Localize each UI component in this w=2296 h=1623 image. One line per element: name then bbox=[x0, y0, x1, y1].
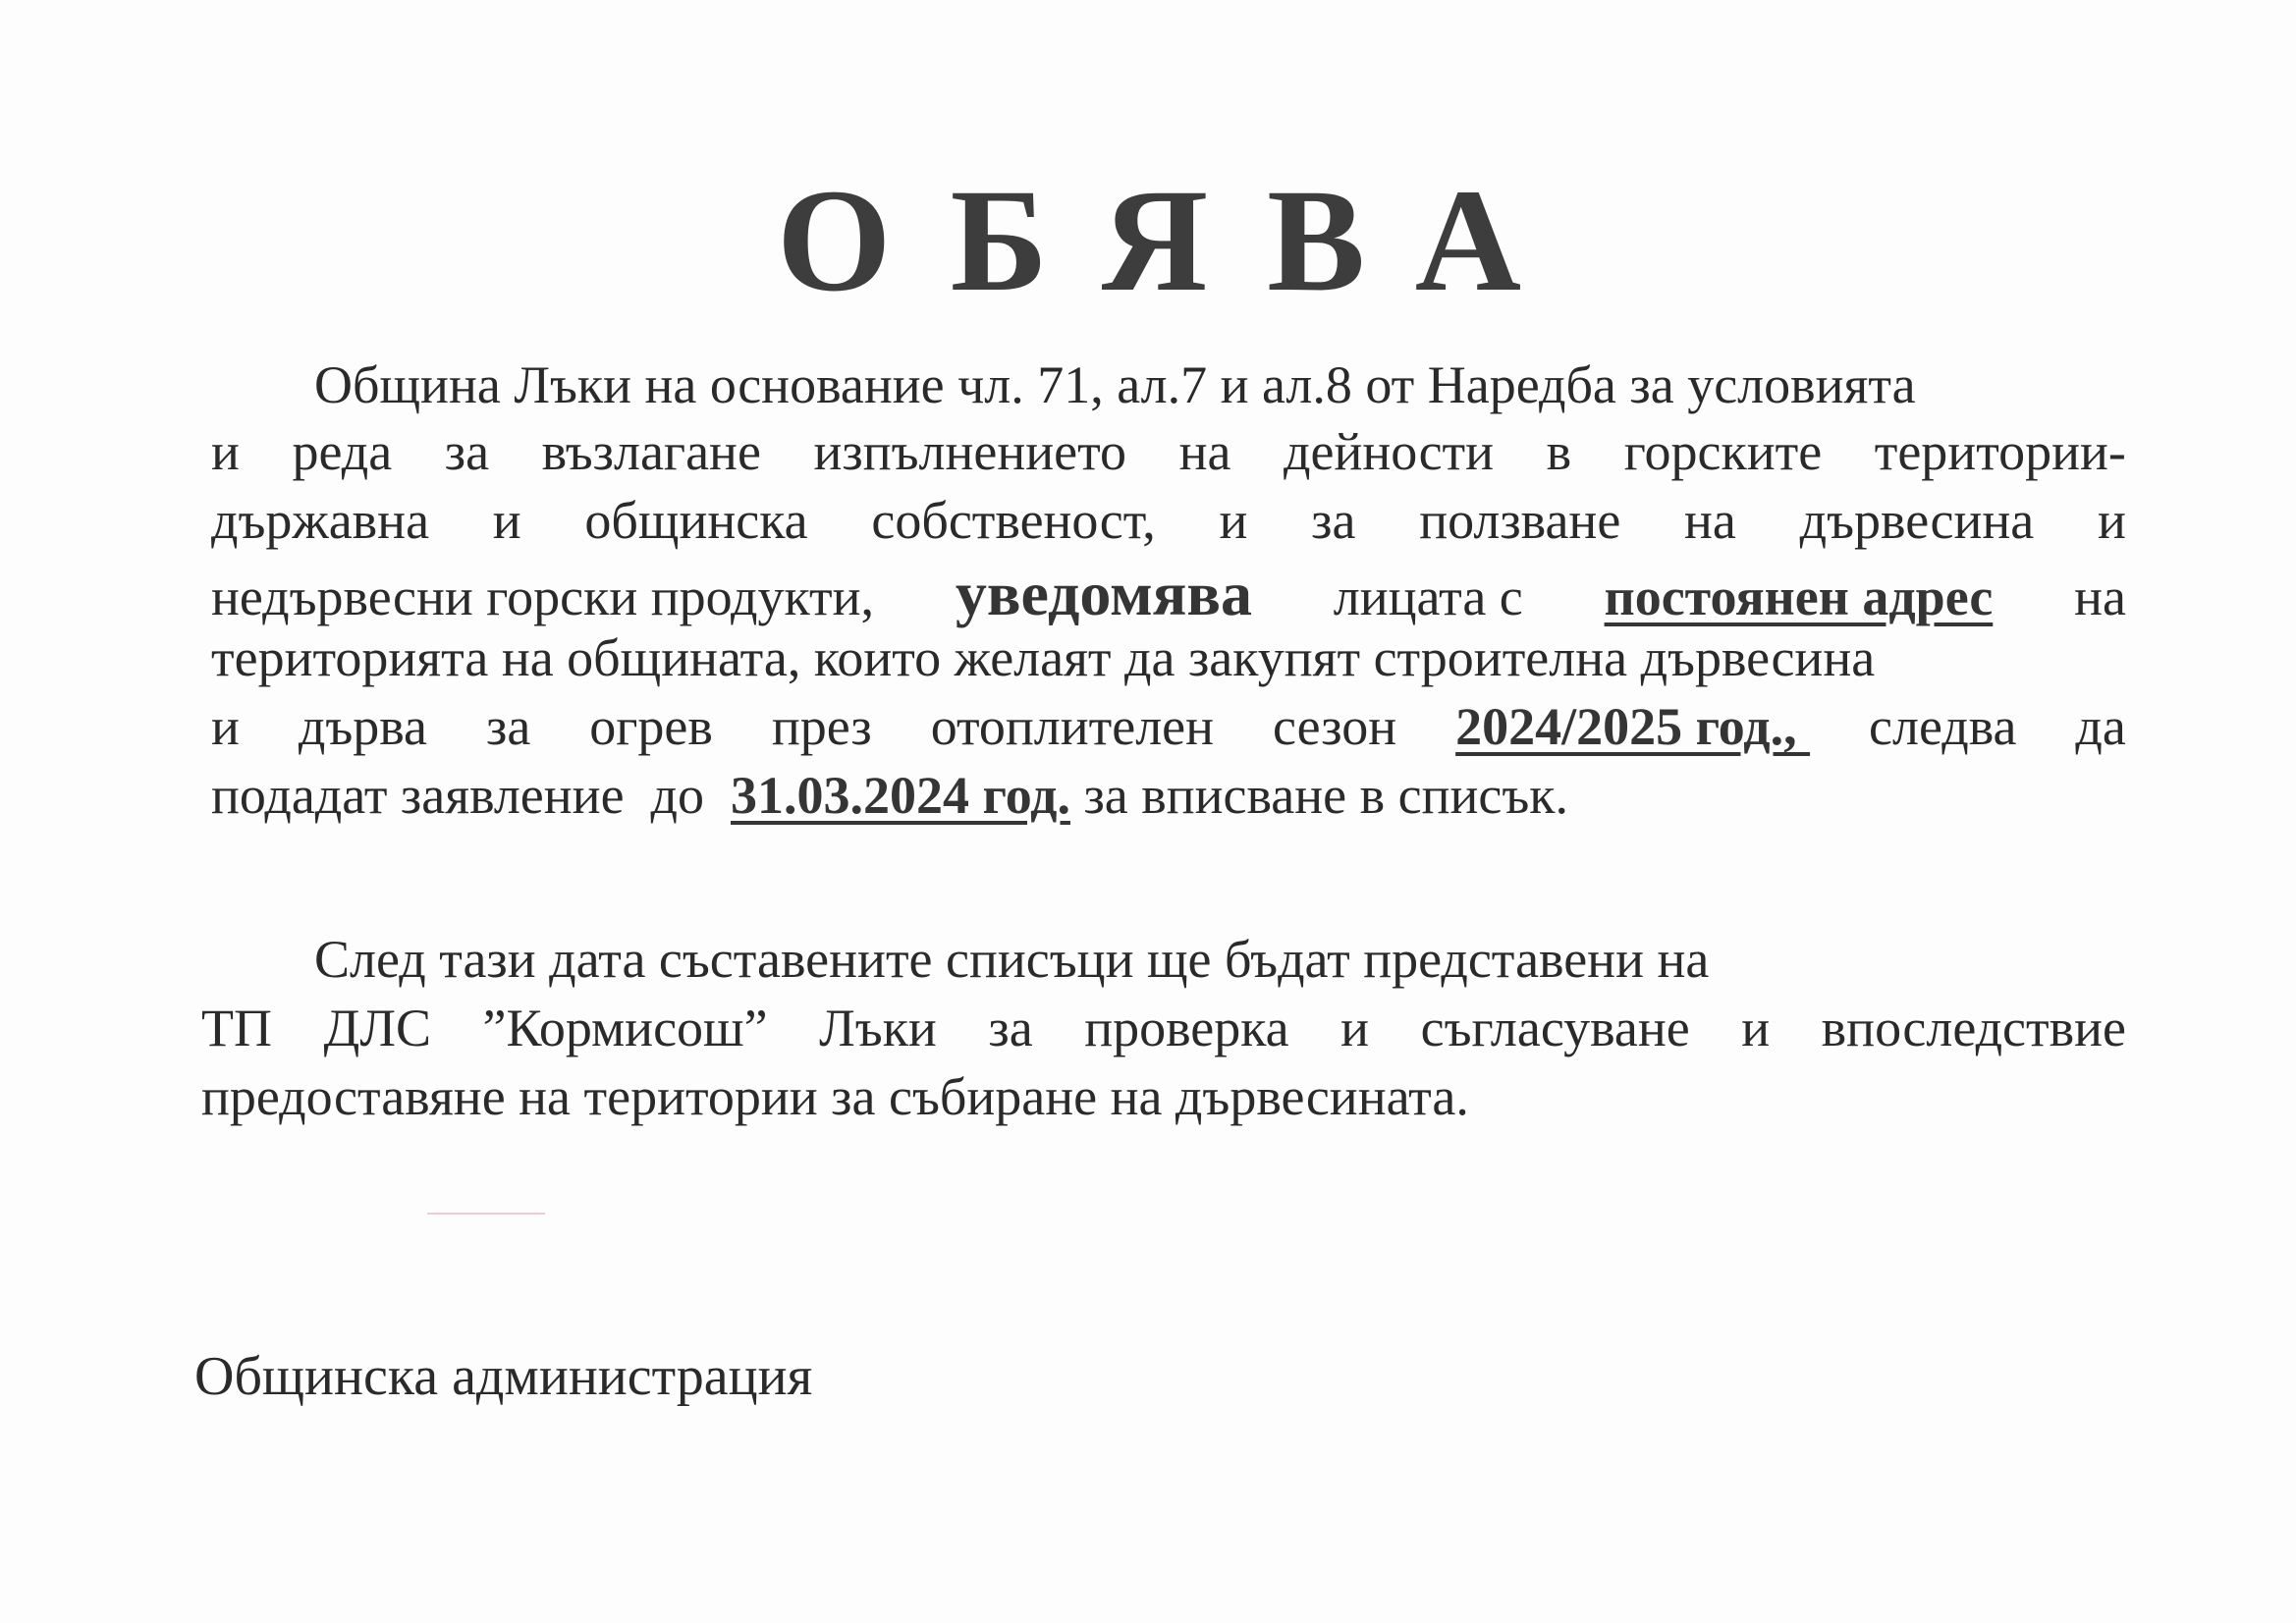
word: територии- bbox=[1874, 422, 2126, 481]
emphasis-notifies: уведомява bbox=[955, 559, 1252, 628]
word: за bbox=[988, 999, 1033, 1057]
word: огрев bbox=[589, 697, 713, 756]
text-segment: на bbox=[2074, 568, 2126, 626]
paragraph1-line5: територията на общината, които желаят да закупят строителна дървесина bbox=[211, 628, 1876, 687]
word: ползване bbox=[1419, 491, 1621, 550]
signature-municipal-administration: Общинска администрация bbox=[194, 1346, 813, 1407]
word: и bbox=[1219, 491, 1248, 550]
word: на bbox=[1178, 422, 1231, 481]
word: следва bbox=[1869, 697, 2017, 756]
word: в bbox=[1546, 422, 1572, 481]
paragraph1-line1: Община Лъки на основание чл. 71, ал.7 и ал.8 от Наредба за условията bbox=[314, 355, 1916, 414]
underlined-season: 2024/2025 год., bbox=[1455, 697, 1811, 756]
word: и bbox=[492, 491, 521, 550]
paragraph1-line3 bbox=[211, 491, 2126, 550]
word: и bbox=[1340, 999, 1370, 1057]
word: на bbox=[1684, 491, 1736, 550]
paragraph1-line6 bbox=[211, 697, 2126, 756]
word: собственост, bbox=[871, 491, 1156, 550]
word: ТП bbox=[201, 999, 272, 1057]
word: за bbox=[444, 422, 490, 481]
text-segment: лицата с bbox=[1333, 568, 1523, 626]
paragraph1-line2 bbox=[211, 422, 2126, 481]
word: през bbox=[771, 697, 872, 756]
word: и bbox=[2098, 491, 2126, 550]
word: дървесина bbox=[1799, 491, 2035, 550]
word: проверка bbox=[1084, 999, 1289, 1057]
word: ”Кормисош” bbox=[482, 999, 768, 1057]
word: горските bbox=[1623, 422, 1823, 481]
word: отоплителен bbox=[930, 697, 1215, 756]
word: дейности bbox=[1284, 422, 1495, 481]
underlined-permanent-address: постоянен адрес bbox=[1604, 568, 1994, 626]
paragraph2-line3: предоставяне на територии за събиране на дървесината. bbox=[201, 1067, 1469, 1126]
text-segment: подадат заявление до bbox=[211, 766, 705, 825]
word: за bbox=[486, 697, 531, 756]
word: общинска bbox=[584, 491, 808, 550]
document-title: ОБЯВА bbox=[776, 159, 1581, 322]
paragraph-follow-up bbox=[201, 930, 2126, 1168]
word: дърва bbox=[298, 697, 428, 756]
text-segment: недървесни горски продукти, bbox=[211, 568, 875, 626]
underlined-deadline: 31.03.2024 год. bbox=[731, 766, 1070, 825]
word: възлагане bbox=[541, 422, 761, 481]
word: впоследствие bbox=[1821, 999, 2126, 1057]
word: съгласуване bbox=[1420, 999, 1690, 1057]
word: Лъки bbox=[819, 999, 937, 1057]
word: ДЛС bbox=[323, 999, 431, 1057]
word: сезон bbox=[1272, 697, 1397, 756]
word: и bbox=[211, 422, 240, 481]
word: изпълнението bbox=[813, 422, 1126, 481]
text-segment: за вписване в списък. bbox=[1083, 766, 1569, 825]
word: реда bbox=[292, 422, 393, 481]
scan-mark bbox=[427, 1213, 545, 1215]
word: да bbox=[2075, 697, 2126, 756]
paragraph-announcement bbox=[211, 355, 2126, 889]
paragraph2-line2 bbox=[201, 1001, 2126, 1055]
word: държавна bbox=[211, 491, 430, 550]
paragraph1-line4 bbox=[211, 559, 2126, 628]
paragraph1-line7 bbox=[211, 766, 1569, 825]
paragraph2-line1: След тази дата съставените списъци ще бъдат представени на bbox=[314, 930, 1710, 989]
word: и bbox=[211, 697, 240, 756]
word: за bbox=[1311, 491, 1356, 550]
word: и bbox=[1741, 999, 1771, 1057]
